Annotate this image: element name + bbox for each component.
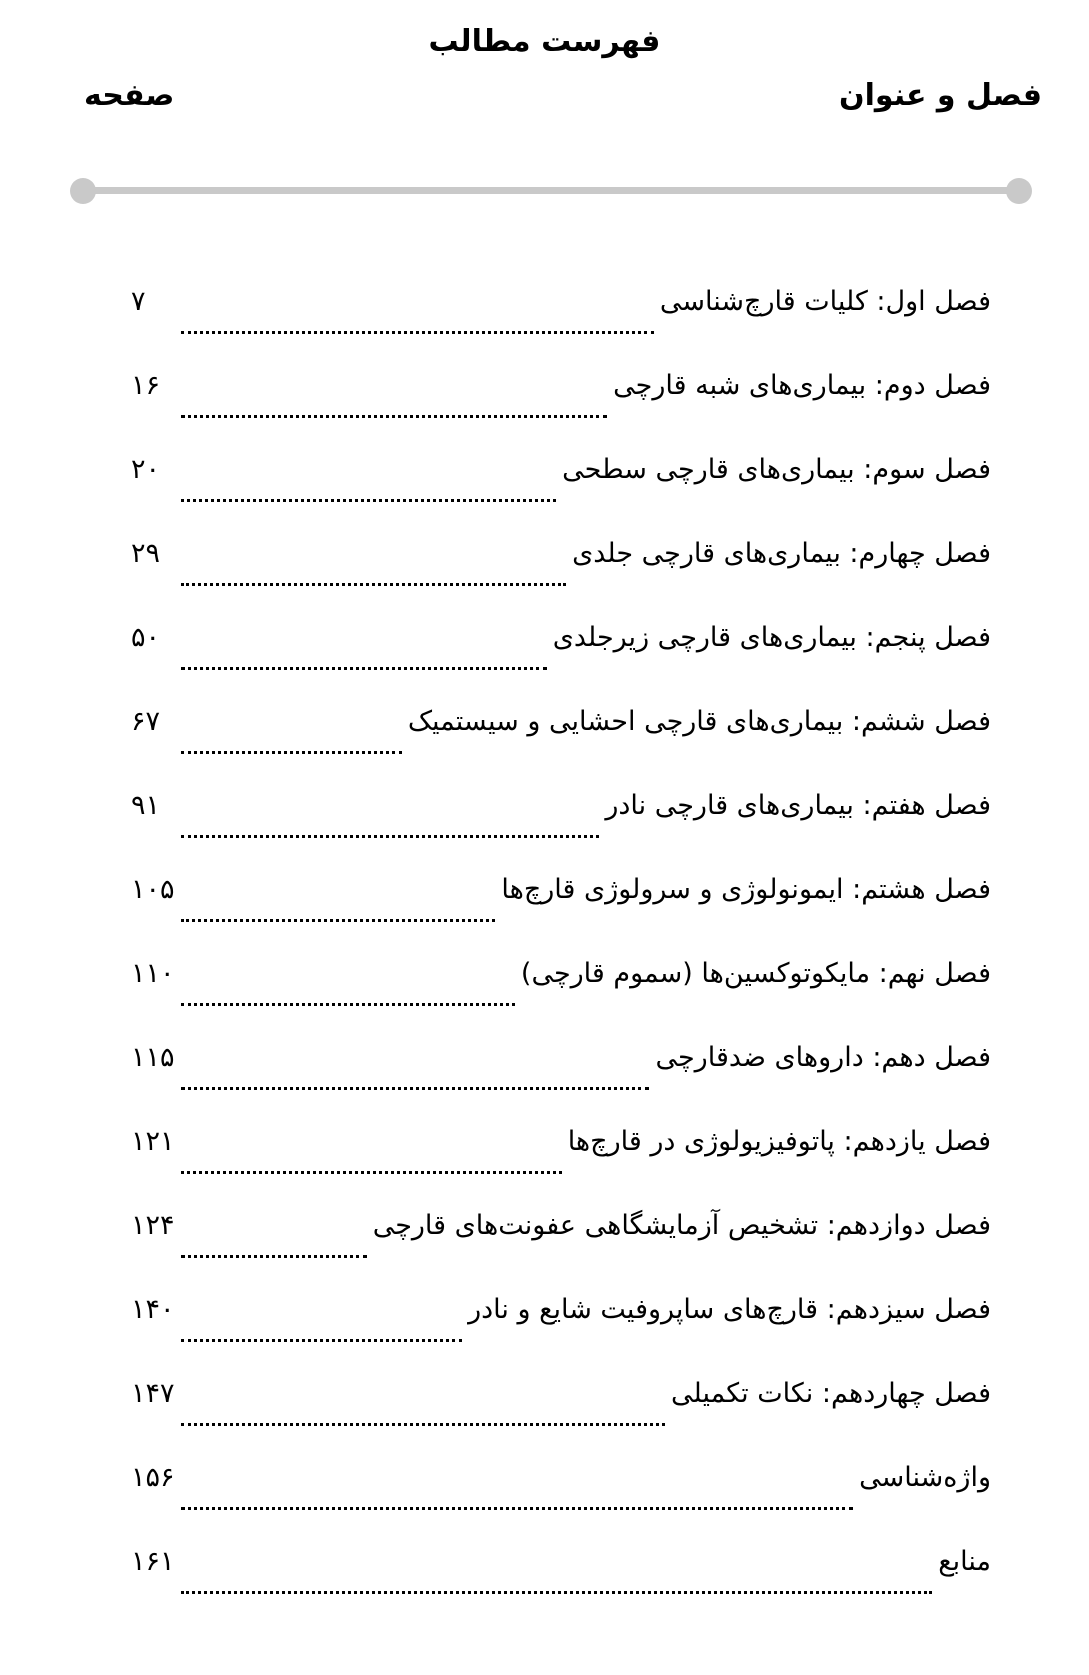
toc-entry-page: ۱۵۶ (131, 1462, 175, 1493)
toc-entry[interactable] (131, 950, 991, 1034)
toc-entry-title: منابع (938, 1546, 991, 1577)
toc-entry-page: ۱۰۵ (131, 874, 175, 905)
toc-entry-title: فصل یازدهم: پاتوفیزیولوژی در قارچ‌ها (567, 1126, 991, 1157)
dot-leader (181, 1423, 665, 1426)
toc-entry-page: ۱۴۷ (131, 1378, 175, 1409)
divider-end-dot (70, 178, 96, 204)
dot-leader (181, 667, 547, 670)
toc-entry[interactable] (131, 1538, 991, 1622)
toc-entry[interactable] (131, 1118, 991, 1202)
page-title: فهرست مطالب (428, 24, 661, 59)
toc-entry-title: فصل اول: کلیات قارچ‌شناسی (659, 286, 991, 317)
toc-entry[interactable] (131, 1454, 991, 1538)
toc-entry-title: فصل چهاردهم: نکات تکمیلی (671, 1378, 991, 1409)
toc-entry[interactable] (131, 782, 991, 866)
dot-leader (181, 415, 607, 418)
dot-leader (181, 1507, 853, 1510)
toc-entry[interactable] (131, 278, 991, 362)
toc-entry[interactable] (131, 698, 991, 782)
toc-entry-page: ۱۲۴ (131, 1210, 175, 1241)
toc-entry-title: فصل دوازدهم: تشخیص آزمایشگاهی عفونت‌های قارچی (372, 1210, 991, 1241)
toc-entry-page: ۱۶ (131, 370, 161, 401)
dot-leader (181, 1003, 515, 1006)
divider-end-dot (1006, 178, 1032, 204)
dot-leader (181, 583, 566, 586)
column-header-page: صفحه (84, 78, 175, 113)
toc-entry[interactable] (131, 866, 991, 950)
toc-entry-title: فصل هفتم: بیماری‌های قارچی نادر (605, 790, 991, 821)
toc-entry-page: ۱۶۱ (131, 1546, 175, 1577)
toc-entry-page: ۱۴۰ (131, 1294, 175, 1325)
toc-entry-title: فصل چهارم: بیماری‌های قارچی جلدی (572, 538, 991, 569)
dot-leader (181, 1087, 649, 1090)
toc-entry-title: فصل نهم: مایکوتوکسین‌ها (سموم قارچی) (520, 958, 991, 989)
dot-leader (181, 331, 654, 334)
toc-entry[interactable] (131, 530, 991, 614)
toc-entry-title: فصل دهم: داروهای ضدقارچی (655, 1042, 991, 1073)
toc-entry[interactable] (131, 1370, 991, 1454)
toc-entry[interactable] (131, 1202, 991, 1286)
toc-entry-title: فصل پنجم: بیماری‌های قارچی زیرجلدی (552, 622, 991, 653)
dot-leader (181, 499, 556, 502)
dot-leader (181, 835, 599, 838)
divider-bar (82, 187, 1020, 194)
toc-entry-page: ۶۷ (131, 706, 161, 737)
dot-leader (181, 919, 495, 922)
dot-leader (181, 1339, 462, 1342)
dot-leader (181, 1591, 932, 1594)
toc-entry-page: ۱۱۵ (131, 1042, 175, 1073)
toc-entry-title: فصل دوم: بیماری‌های شبه قارچی (613, 370, 991, 401)
toc-entry-title: فصل ششم: بیماری‌های قارچی احشایی و سیستمیک (407, 706, 991, 737)
toc-entry[interactable] (131, 446, 991, 530)
toc-entry-page: ۲۹ (131, 538, 161, 569)
dot-leader (181, 1255, 367, 1258)
toc-list (131, 278, 991, 1622)
toc-entry-page: ۵۰ (131, 622, 161, 653)
toc-entry-page: ۱۲۱ (131, 1126, 175, 1157)
toc-entry-title: فصل هشتم: ایمونولوژی و سرولوژی قارچ‌ها (501, 874, 991, 905)
toc-entry[interactable] (131, 362, 991, 446)
toc-entry-page: ۷ (131, 286, 146, 317)
toc-entry[interactable] (131, 614, 991, 698)
toc-entry-title: واژه‌شناسی (859, 1462, 991, 1493)
column-header-chapter: فصل و عنوان (839, 78, 1042, 113)
toc-entry[interactable] (131, 1286, 991, 1370)
toc-entry-page: ۹۱ (131, 790, 161, 821)
header-divider (70, 178, 1032, 204)
toc-entry-title: فصل سیزدهم: قارچ‌های ساپروفیت شایع و نادر (468, 1294, 991, 1325)
dot-leader (181, 1171, 562, 1174)
dot-leader (181, 751, 402, 754)
toc-entry[interactable] (131, 1034, 991, 1118)
toc-entry-page: ۱۱۰ (131, 958, 175, 989)
toc-entry-title: فصل سوم: بیماری‌های قارچی سطحی (562, 454, 991, 485)
toc-entry-page: ۲۰ (131, 454, 161, 485)
